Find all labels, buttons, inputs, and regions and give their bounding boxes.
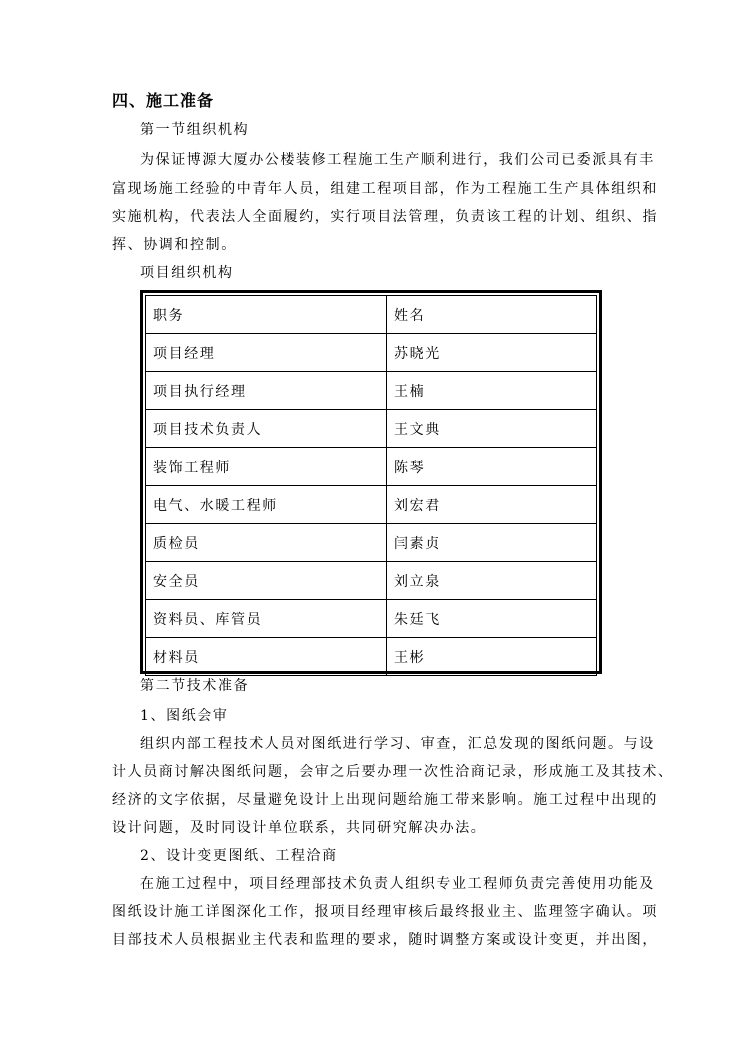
paragraph-line: 图纸设计施工详图深化工作，报项目经理审核后最终报业主、监理签字确认。项 xyxy=(112,904,658,920)
cell-name: 王文典 xyxy=(387,410,597,448)
section-title-organization: 第一节组织机构 xyxy=(140,122,250,138)
cell-position: 装饰工程师 xyxy=(146,448,387,486)
cell-name: 苏晓光 xyxy=(387,334,597,372)
cell-position: 安全员 xyxy=(146,562,387,600)
table-row xyxy=(146,638,597,676)
cell-name: 王彬 xyxy=(387,638,597,676)
cell-name: 王楠 xyxy=(387,372,597,410)
item-title-design-change: 2、设计变更图纸、工程洽商 xyxy=(140,848,338,864)
cell-name: 刘立泉 xyxy=(387,562,597,600)
paragraph-line: 计人员商讨解决图纸问题，会审之后要办理一次性洽商记录，形成施工及其技术、 xyxy=(112,764,674,780)
table-row xyxy=(146,562,597,600)
table-row xyxy=(146,334,597,372)
cell-name: 刘宏君 xyxy=(387,486,597,524)
table-row xyxy=(146,410,597,448)
cell-position: 项目技术负责人 xyxy=(146,410,387,448)
cell-name: 朱廷飞 xyxy=(387,600,597,638)
paragraph-line: 富现场施工经验的中青年人员，组建工程项目部，作为工程施工生产具体组织和 xyxy=(112,181,658,197)
cell-position: 电气、水暖工程师 xyxy=(146,486,387,524)
table-row xyxy=(146,448,597,486)
cell-position: 质检员 xyxy=(146,524,387,562)
table-row xyxy=(146,372,597,410)
organization-table xyxy=(145,295,597,676)
cell-position: 项目执行经理 xyxy=(146,372,387,410)
table-header-row xyxy=(146,296,597,334)
item-title-drawing-review: 1、图纸会审 xyxy=(140,708,229,724)
chapter-heading: 四、施工准备 xyxy=(112,91,215,110)
paragraph-line: 经济的文字依据，尽量避免设计上出现问题给施工带来影响。施工过程中出现的 xyxy=(112,792,658,808)
section-title-technical: 第二节技术准备 xyxy=(140,678,250,694)
paragraph-line: 在施工过程中，项目经理部技术负责人组织专业工程师负责完善使用功能及 xyxy=(140,876,655,892)
paragraph-line: 为保证博源大厦办公楼装修工程施工生产顺利进行，我们公司已委派具有丰 xyxy=(140,152,655,168)
cell-name: 陈琴 xyxy=(387,448,597,486)
table-row xyxy=(146,486,597,524)
paragraph-line: 目部技术人员根据业主代表和监理的要求，随时调整方案或设计变更，并出图， xyxy=(112,932,658,948)
header-name: 姓名 xyxy=(387,296,597,334)
header-position: 职务 xyxy=(146,296,387,334)
cell-name: 闫素贞 xyxy=(387,524,597,562)
paragraph-line: 设计问题，及时同设计单位联系，共同研究解决办法。 xyxy=(112,820,487,836)
cell-position: 项目经理 xyxy=(146,334,387,372)
cell-position: 材料员 xyxy=(146,638,387,676)
paragraph-line: 挥、协调和控制。 xyxy=(112,237,237,253)
table-row xyxy=(146,600,597,638)
table-caption: 项目组织机构 xyxy=(140,265,234,281)
paragraph-line: 实施机构，代表法人全面履约，实行项目法管理，负责该工程的计划、组织、指 xyxy=(112,209,658,225)
organization-table-frame xyxy=(140,290,602,674)
paragraph-line: 组织内部工程技术人员对图纸进行学习、审查，汇总发现的图纸问题。与设 xyxy=(140,736,655,752)
cell-position: 资料员、库管员 xyxy=(146,600,387,638)
table-row xyxy=(146,524,597,562)
